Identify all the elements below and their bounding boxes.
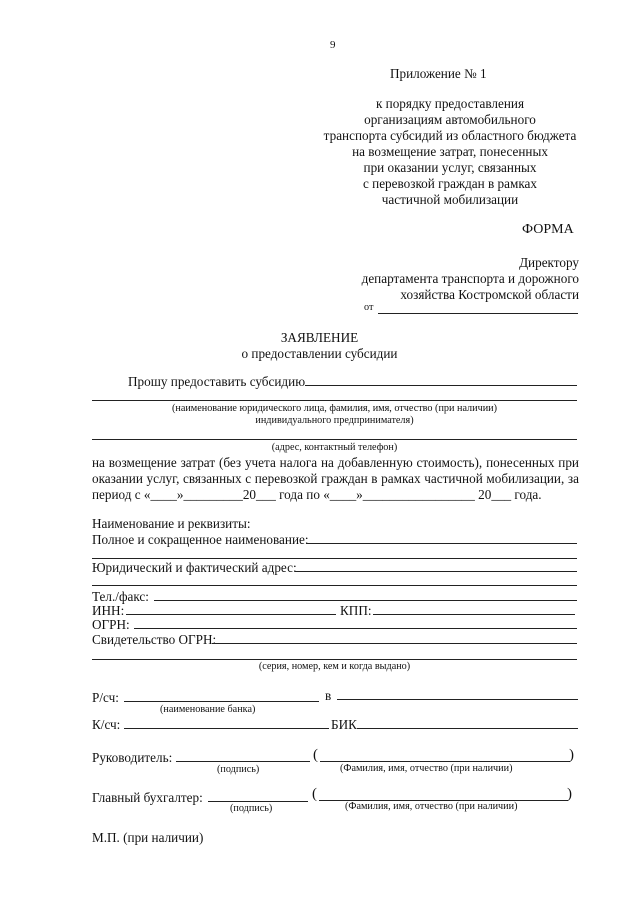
account-field[interactable] (124, 701, 319, 702)
full-name-field-2[interactable] (92, 558, 577, 559)
full-name-label: Полное и сокращенное наименование: (92, 532, 309, 547)
accountant-name-hint: (Фамилия, имя, отчество (при наличии) (345, 801, 518, 812)
applicant-hint: индивидуального предпринимателя) (255, 415, 414, 426)
legal-address-field-2[interactable] (92, 585, 577, 586)
stamp-label: М.П. (при наличии) (92, 830, 204, 845)
kpp-label: КПП: (340, 603, 372, 618)
accountant-signature-field[interactable] (208, 801, 308, 802)
legal-address-field[interactable] (295, 571, 577, 572)
bik-field[interactable] (357, 728, 578, 729)
appendix-line: транспорта субсидий из областного бюджета (323, 128, 577, 143)
certificate-label: Свидетельство ОГРН: (92, 632, 217, 647)
inn-field[interactable] (126, 614, 336, 615)
ogrn-label: ОГРН: (92, 617, 130, 632)
appendix-line: с перевозкой граждан в рамках (363, 176, 537, 191)
appendix-line: на возмещение затрат, понесенных (352, 144, 548, 159)
address-label: Юридический и фактический адрес: (92, 560, 297, 575)
certificate-hint: (серия, номер, кем и когда выдано) (258, 661, 411, 672)
body-line: оказании услуг, связанных с перевозкой граждан в рамках частичной мобилизации, за (92, 471, 579, 486)
address-phone-hint: (адрес, контактный телефон) (271, 442, 398, 453)
request-label: Прошу предоставить субсидию (128, 374, 306, 389)
bank-name-field[interactable] (337, 699, 578, 700)
page-number: 9 (330, 39, 336, 51)
period-text: период с «____»_________20___ года по «____»_________________ 20___ года. (92, 487, 542, 502)
account-label: Р/сч: (92, 690, 119, 705)
document-subtitle: о предоставлении субсидии (241, 346, 398, 361)
certificate-field[interactable] (212, 643, 577, 644)
kpp-field[interactable] (373, 614, 575, 615)
applicant-hint: (наименование юридического лица, фамилия, имя, отчество (при наличии) (171, 403, 498, 414)
open-paren: ( (312, 786, 317, 802)
addressee-from-label: от (364, 302, 374, 313)
head-signature-field[interactable] (176, 761, 310, 762)
appendix-line: организациям автомобильного (364, 112, 536, 127)
full-name-field[interactable] (306, 543, 577, 544)
addressee-from-field[interactable] (378, 313, 578, 314)
applicant-name-field-2[interactable] (92, 400, 577, 401)
accountant-signature-hint: (подпись) (230, 803, 273, 814)
addressee-line: Директору (519, 255, 579, 270)
appendix-line: при оказании услуг, связанных (363, 160, 537, 175)
addressee-line: департамента транспорта и дорожного (361, 271, 579, 286)
head-name-hint: (Фамилия, имя, отчество (при наличии) (340, 763, 513, 774)
head-label: Руководитель: (92, 750, 173, 765)
open-paren: ( (313, 747, 318, 763)
close-paren: ) (567, 786, 572, 802)
appendix-title: Приложение № 1 (390, 66, 487, 81)
certificate-field-2[interactable] (92, 659, 577, 660)
bik-label: БИК (331, 717, 357, 732)
form-label: ФОРМА (522, 222, 574, 237)
inn-label: ИНН: (92, 603, 125, 618)
address-phone-field[interactable] (92, 439, 577, 440)
head-signature-hint: (подпись) (217, 764, 260, 775)
appendix-line: к порядку предоставления (375, 96, 525, 111)
bank-name-hint: (наименование банка) (160, 704, 256, 715)
close-paren: ) (569, 747, 574, 763)
phone-label: Тел./факс: (92, 589, 149, 604)
addressee-line: хозяйства Костромской области (400, 287, 579, 302)
applicant-name-field[interactable] (305, 385, 577, 386)
appendix-line: частичной мобилизации (381, 192, 519, 207)
requisites-heading: Наименование и реквизиты: (92, 516, 251, 531)
accountant-label: Главный бухгалтер: (92, 790, 203, 805)
body-line: на возмещение затрат (без учета налога на добавленную стоимость), понесенных при (92, 455, 579, 470)
corr-account-field[interactable] (124, 728, 329, 729)
head-name-field[interactable] (320, 761, 570, 762)
corr-account-label: К/сч: (92, 717, 121, 732)
bank-in-label: в (325, 688, 332, 703)
ogrn-field[interactable] (134, 628, 577, 629)
document-title: ЗАЯВЛЕНИЕ (280, 330, 359, 345)
phone-field[interactable] (154, 600, 577, 601)
